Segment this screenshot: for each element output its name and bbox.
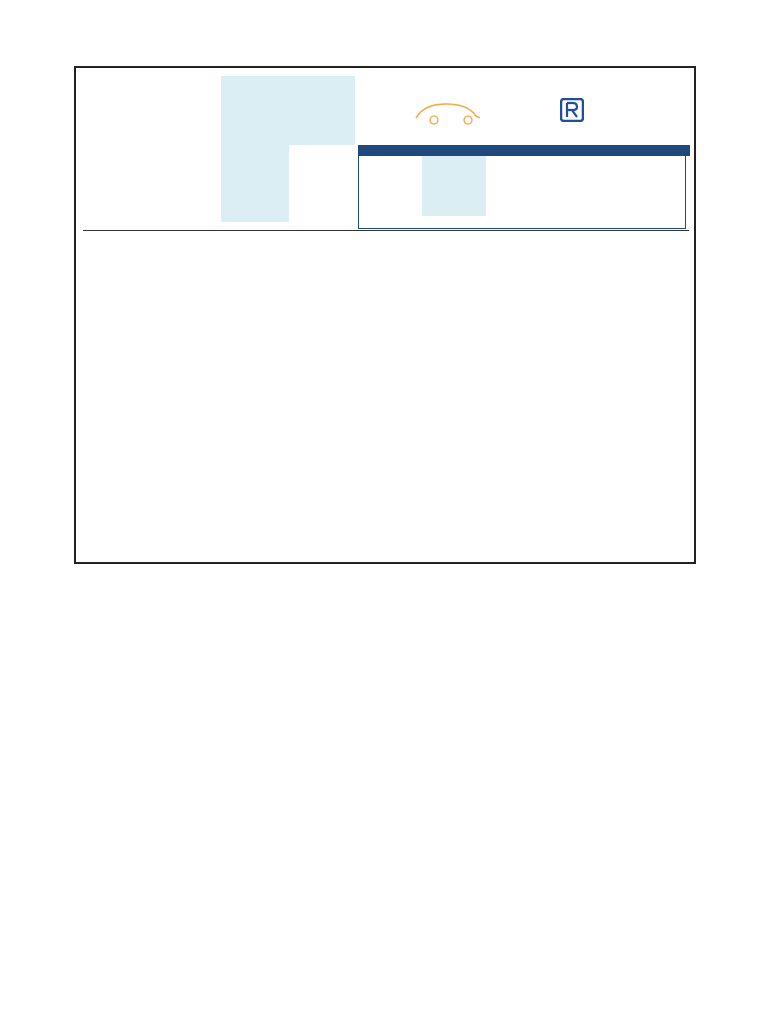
rate-insurance-header [422, 145, 488, 156]
brifinance-logo [560, 96, 690, 140]
insurance-block [358, 145, 686, 229]
input-area-top [221, 76, 355, 112]
car-outline-icon [376, 96, 516, 140]
divider [83, 230, 689, 231]
bri-emblem-icon [560, 98, 584, 122]
kkb-bri-logo [376, 96, 516, 140]
simulation-sheet [74, 66, 696, 564]
rate-input-area [422, 156, 486, 216]
insurance-header [358, 145, 426, 156]
extension-insurance-header [488, 145, 690, 156]
input-area-bottom [221, 145, 289, 222]
input-area-mid [221, 112, 355, 145]
